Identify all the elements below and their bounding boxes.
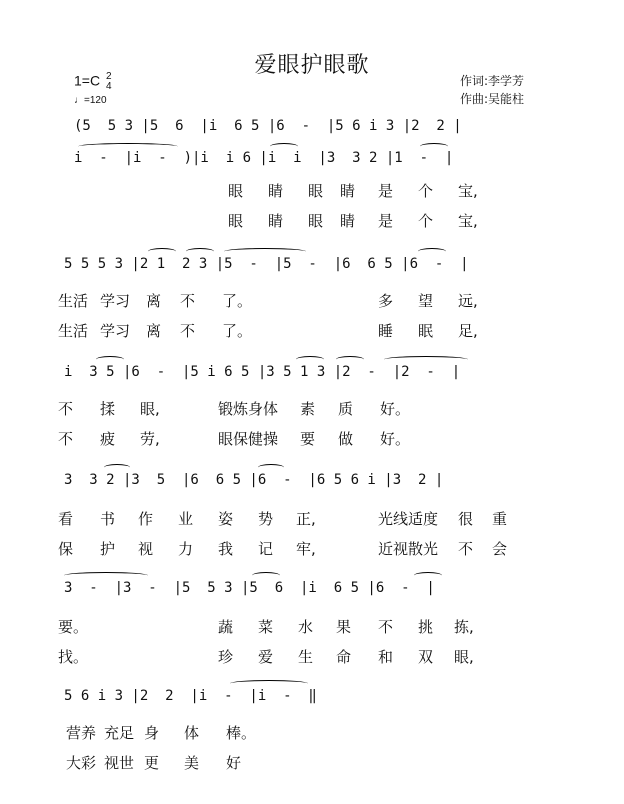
lyric: 拣, bbox=[454, 618, 474, 636]
notation-line-6: 3 - |3 - |5 5 3 |5 6 |i 6 5 |6 - | bbox=[64, 580, 435, 596]
notation-line-2: i - |i - )|i i 6 |i i |3 3 2 |1 - | bbox=[74, 150, 454, 166]
lyric: 营养 bbox=[66, 724, 97, 742]
lyric: 好。 bbox=[380, 430, 411, 448]
notation-line-1: (5 5 3 |5 6 |i 6 5 |6 - |5 6 i 3 |2 2 | bbox=[74, 118, 462, 134]
notation-line-5: 3 3 2 |3 5 |6 6 5 |6 - |6 5 6 i |3 2 | bbox=[64, 472, 444, 488]
time-signature: 2 4 bbox=[105, 71, 112, 92]
composer-credit: 作曲:吴能柱 bbox=[460, 92, 525, 106]
lyric: 很 bbox=[458, 510, 474, 528]
lyric: 睛 bbox=[268, 182, 284, 200]
lyric: 菜 bbox=[258, 618, 274, 636]
lyric: 好。 bbox=[380, 400, 411, 418]
lyric: 更 bbox=[144, 754, 160, 772]
lyric: 宝, bbox=[458, 182, 478, 200]
lyric: 体 bbox=[184, 724, 200, 742]
lyric: 业 bbox=[178, 510, 194, 528]
lyric: 不 bbox=[180, 322, 196, 340]
lyric: 了。 bbox=[222, 322, 253, 340]
lyric: 棒。 bbox=[226, 724, 257, 742]
lyric: 我 bbox=[218, 540, 234, 558]
slur bbox=[64, 572, 148, 579]
lyric: 挑 bbox=[418, 618, 434, 636]
lyric: 力 bbox=[178, 540, 194, 558]
lyric: 生 bbox=[298, 648, 314, 666]
lyric: 珍 bbox=[218, 648, 234, 666]
lyric: 生活 bbox=[58, 322, 89, 340]
lyric: 命 bbox=[336, 648, 352, 666]
slur bbox=[148, 248, 176, 255]
slur bbox=[104, 464, 130, 471]
lyric: 远, bbox=[458, 292, 478, 310]
lyric: 揉 bbox=[100, 400, 116, 418]
lyric: 离 bbox=[146, 292, 162, 310]
lyric: 蔬 bbox=[218, 618, 234, 636]
lyric: 牢, bbox=[296, 540, 316, 558]
lyric: 不 bbox=[58, 400, 74, 418]
lyric: 好 bbox=[226, 754, 242, 772]
lyric: 宝, bbox=[458, 212, 478, 230]
lyric: 大彩 bbox=[66, 754, 97, 772]
lyric: 眼 bbox=[228, 182, 244, 200]
lyric: 护 bbox=[100, 540, 116, 558]
lyric: 眼, bbox=[140, 400, 160, 418]
lyric: 眠 bbox=[418, 322, 434, 340]
lyric: 美 bbox=[184, 754, 200, 772]
slur bbox=[414, 572, 442, 579]
lyric: 视 bbox=[138, 540, 154, 558]
lyric: 作 bbox=[138, 510, 154, 528]
lyric: 不 bbox=[180, 292, 196, 310]
lyric: 质 bbox=[338, 400, 354, 418]
notation-line-7: 5 6 i 3 |2 2 |i - |i - ‖ bbox=[64, 688, 317, 704]
lyric: 书 bbox=[100, 510, 116, 528]
lyric: 要。 bbox=[58, 618, 89, 636]
lyric: 视世 bbox=[104, 754, 135, 772]
lyric: 素 bbox=[300, 400, 316, 418]
lyric: 爱 bbox=[258, 648, 274, 666]
lyric: 个 bbox=[418, 182, 434, 200]
lyric: 势 bbox=[258, 510, 274, 528]
lyric: 眼, bbox=[454, 648, 474, 666]
lyric: 不 bbox=[378, 618, 394, 636]
lyric: 正, bbox=[296, 510, 316, 528]
slur bbox=[296, 356, 324, 363]
lyric: 眼 bbox=[228, 212, 244, 230]
lyric: 做 bbox=[338, 430, 354, 448]
lyric: 不 bbox=[458, 540, 474, 558]
tempo-marking: ♩=120 bbox=[74, 95, 107, 106]
notation-line-4: i 3 5 |6 - |5 i 6 5 |3 5 1 3 |2 - |2 - | bbox=[64, 364, 461, 380]
lyric: 离 bbox=[146, 322, 162, 340]
lyric: 不 bbox=[58, 430, 74, 448]
lyric: 生活 bbox=[58, 292, 89, 310]
lyric: 双 bbox=[418, 648, 434, 666]
lyric: 眼 bbox=[308, 182, 324, 200]
lyric: 身 bbox=[144, 724, 160, 742]
lyric: 睛 bbox=[340, 212, 356, 230]
slur bbox=[258, 464, 284, 471]
lyric: 重 bbox=[492, 510, 508, 528]
lyric: 是 bbox=[378, 182, 394, 200]
lyric: 睡 bbox=[378, 322, 394, 340]
slur bbox=[336, 356, 364, 363]
lyric: 疲 bbox=[100, 430, 116, 448]
lyric: 找。 bbox=[58, 648, 89, 666]
lyric: 和 bbox=[378, 648, 394, 666]
lyric: 学习 bbox=[100, 292, 131, 310]
lyric: 了。 bbox=[222, 292, 253, 310]
slur bbox=[186, 248, 214, 255]
slur bbox=[270, 143, 298, 150]
notation-line-3: 5 5 5 3 |2 1 2 3 |5 - |5 - |6 6 5 |6 - | bbox=[64, 256, 469, 272]
lyric: 睛 bbox=[340, 182, 356, 200]
lyric: 光线适度 bbox=[378, 510, 439, 528]
lyric: 是 bbox=[378, 212, 394, 230]
lyric: 锻炼身体 bbox=[218, 400, 279, 418]
lyric: 望 bbox=[418, 292, 434, 310]
lyric: 近视散光 bbox=[378, 540, 439, 558]
slur bbox=[418, 248, 446, 255]
lyric: 看 bbox=[58, 510, 74, 528]
lyric: 足, bbox=[458, 322, 478, 340]
song-title: 爱眼护眼歌 bbox=[254, 53, 370, 78]
lyric: 眼 bbox=[308, 212, 324, 230]
key-label: 1=C bbox=[74, 72, 101, 89]
lyric: 姿 bbox=[218, 510, 234, 528]
slur bbox=[252, 572, 280, 579]
slur bbox=[96, 356, 124, 363]
lyric: 劳, bbox=[140, 430, 160, 448]
slur bbox=[420, 143, 448, 150]
slur bbox=[384, 356, 468, 363]
lyric: 记 bbox=[258, 540, 274, 558]
lyric: 学习 bbox=[100, 322, 131, 340]
lyric: 眼保健操 bbox=[218, 430, 279, 448]
key-signature bbox=[74, 72, 112, 92]
lyricist-credit: 作词:李学芳 bbox=[460, 74, 525, 88]
lyric: 会 bbox=[492, 540, 508, 558]
lyric: 个 bbox=[418, 212, 434, 230]
lyric: 多 bbox=[378, 292, 394, 310]
slur bbox=[224, 248, 306, 255]
lyric: 充足 bbox=[104, 724, 135, 742]
lyric: 保 bbox=[58, 540, 74, 558]
lyric: 果 bbox=[336, 618, 352, 636]
lyric: 睛 bbox=[268, 212, 284, 230]
lyric: 要 bbox=[300, 430, 316, 448]
slur bbox=[78, 143, 178, 150]
slur bbox=[230, 680, 308, 687]
lyric: 水 bbox=[298, 618, 314, 636]
